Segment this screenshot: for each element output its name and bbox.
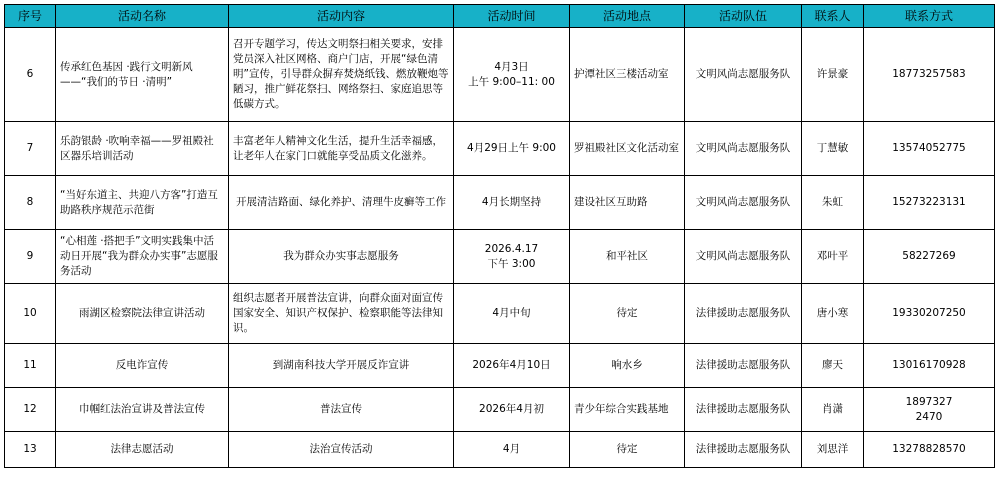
table-row	[5, 344, 995, 388]
row-no: 13	[5, 432, 56, 468]
row-content: 法治宣传活动	[229, 432, 454, 468]
table-row	[5, 284, 995, 344]
row-place: 响水乡	[570, 344, 685, 388]
row-name: “心相莲 ·搭把手”文明实践集中活动日开展“我为群众办实事”志愿服务活动	[56, 230, 229, 284]
row-team: 文明风尚志愿服务队	[685, 230, 802, 284]
row-name: 巾帼红法治宣讲及普法宣传	[56, 388, 229, 432]
row-name: 乐韵银龄 ·吹响幸福——罗祖殿社区器乐培训活动	[56, 122, 229, 176]
row-place: 罗祖殿社区文化活动室	[570, 122, 685, 176]
row-time: 2026年4月初	[454, 388, 570, 432]
row-team: 文明风尚志愿服务队	[685, 176, 802, 230]
row-phone: 15273223131	[864, 176, 995, 230]
header-time: 活动时间	[454, 5, 570, 28]
row-name: 传承红色基因 ·践行文明新风——“我们的节日 ·清明”	[56, 28, 229, 122]
row-no: 11	[5, 344, 56, 388]
row-phone: 19330207250	[864, 284, 995, 344]
header-contact: 联系人	[802, 5, 864, 28]
row-place: 和平社区	[570, 230, 685, 284]
row-content: 我为群众办实事志愿服务	[229, 230, 454, 284]
row-name: 法律志愿活动	[56, 432, 229, 468]
row-time: 4月中旬	[454, 284, 570, 344]
row-time: 2026年4月10日	[454, 344, 570, 388]
table-row	[5, 388, 995, 432]
header-team: 活动队伍	[685, 5, 802, 28]
row-contact: 刘思洋	[802, 432, 864, 468]
header-row	[5, 5, 995, 28]
row-team: 法律援助志愿服务队	[685, 432, 802, 468]
row-time: 4月3日 上午 9:00–11: 00	[454, 28, 570, 122]
row-time: 2026.4.17 下午 3:00	[454, 230, 570, 284]
row-phone: 1897327 2470	[864, 388, 995, 432]
row-no: 8	[5, 176, 56, 230]
row-time: 4月	[454, 432, 570, 468]
row-content: 到湖南科技大学开展反诈宣讲	[229, 344, 454, 388]
row-content: 开展清洁路面、绿化养护、清理牛皮癣等工作	[229, 176, 454, 230]
row-contact: 邓叶平	[802, 230, 864, 284]
row-phone: 13016170928	[864, 344, 995, 388]
header-phone: 联系方式	[864, 5, 995, 28]
row-contact: 朱虹	[802, 176, 864, 230]
row-contact: 唐小寒	[802, 284, 864, 344]
table-row	[5, 28, 995, 122]
row-phone: 18773257583	[864, 28, 995, 122]
row-phone: 13574052775	[864, 122, 995, 176]
row-place: 青少年综合实践基地	[570, 388, 685, 432]
row-team: 法律援助志愿服务队	[685, 388, 802, 432]
row-content: 组织志愿者开展普法宣讲，向群众面对面宣传国家安全、知识产权保护、检察职能等法律知识。	[229, 284, 454, 344]
row-contact: 丁慧敏	[802, 122, 864, 176]
row-team: 文明风尚志愿服务队	[685, 28, 802, 122]
row-team: 法律援助志愿服务队	[685, 344, 802, 388]
row-contact: 廖天	[802, 344, 864, 388]
row-place: 建设社区互助路	[570, 176, 685, 230]
row-phone: 58227269	[864, 230, 995, 284]
table-row	[5, 122, 995, 176]
table-row	[5, 176, 995, 230]
row-no: 9	[5, 230, 56, 284]
row-content: 丰富老年人精神文化生活，提升生活幸福感，让老年人在家门口就能享受品质文化滋养。	[229, 122, 454, 176]
row-time: 4月29日上午 9:00	[454, 122, 570, 176]
activity-table	[4, 4, 995, 468]
row-content: 普法宣传	[229, 388, 454, 432]
row-team: 文明风尚志愿服务队	[685, 122, 802, 176]
header-content: 活动内容	[229, 5, 454, 28]
row-time: 4月长期坚持	[454, 176, 570, 230]
row-name: 反电诈宣传	[56, 344, 229, 388]
row-no: 6	[5, 28, 56, 122]
row-contact: 肖潇	[802, 388, 864, 432]
row-place: 待定	[570, 432, 685, 468]
row-no: 7	[5, 122, 56, 176]
row-name: “当好东道主、共迎八方客”打造互助路秩序规范示范街	[56, 176, 229, 230]
row-phone: 13278828570	[864, 432, 995, 468]
row-no: 10	[5, 284, 56, 344]
header-no: 序号	[5, 5, 56, 28]
row-no: 12	[5, 388, 56, 432]
row-place: 待定	[570, 284, 685, 344]
row-place: 护潭社区三楼活动室	[570, 28, 685, 122]
row-name: 雨湖区检察院法律宣讲活动	[56, 284, 229, 344]
header-place: 活动地点	[570, 5, 685, 28]
row-content: 召开专题学习，传达文明祭扫相关要求，安排党员深入社区网格、商户门店，开展“绿色清明”宣传，引导群众摒弃焚烧纸钱、燃放鞭炮等陋习，推广鲜花祭扫、网络祭扫、家庭追思等低碳方式。	[229, 28, 454, 122]
table-row	[5, 432, 995, 468]
row-contact: 许景豪	[802, 28, 864, 122]
row-team: 法律援助志愿服务队	[685, 284, 802, 344]
table-row	[5, 230, 995, 284]
header-name: 活动名称	[56, 5, 229, 28]
